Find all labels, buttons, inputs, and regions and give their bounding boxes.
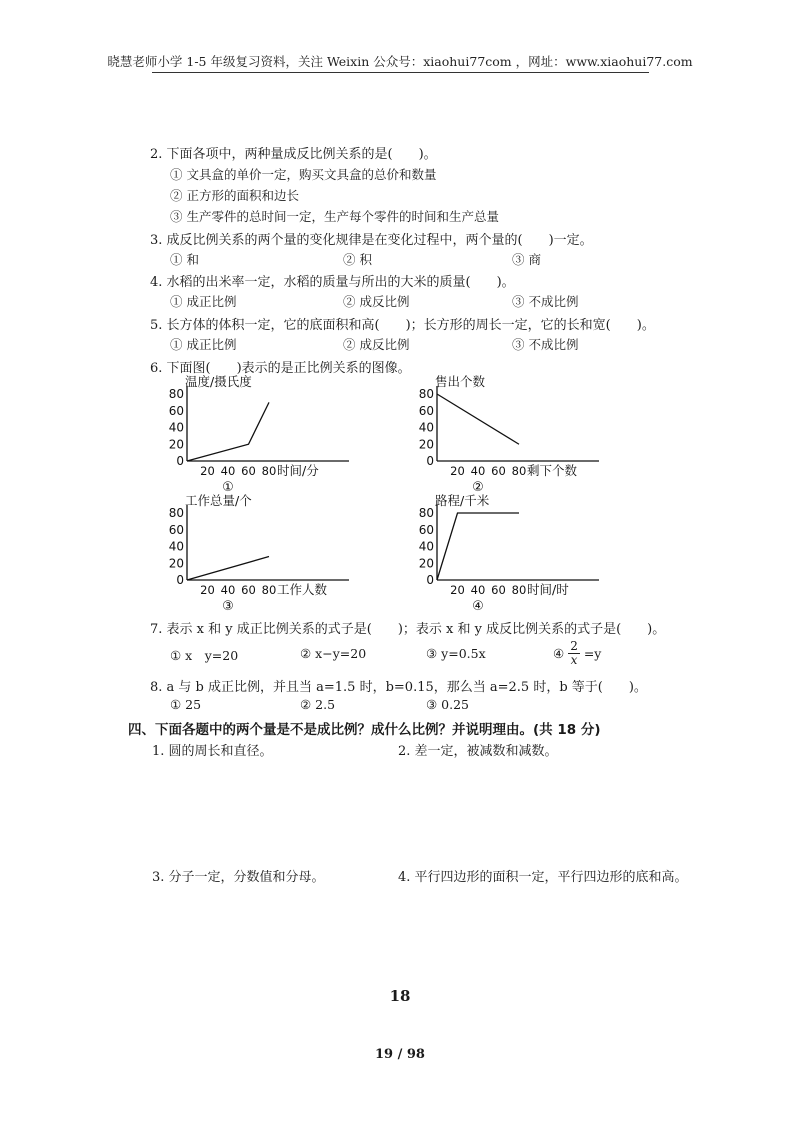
x-tick-label: 40 <box>220 583 236 597</box>
q8-option-2: ② 2.5 <box>300 697 336 712</box>
x-tick-label: 20 <box>450 464 465 478</box>
graph-caption: ② <box>472 480 484 495</box>
q7-fraction-denominator: x <box>570 653 578 667</box>
q8-option-3: ③ 0.25 <box>426 697 470 712</box>
q7-stem: 7. 表示 x 和 y 成正比例关系的式子是( )；表示 x 和 y 成反比例关系的式子是( )。 <box>150 622 666 637</box>
x-tick-label: 20 <box>450 583 465 597</box>
q7-fraction <box>568 640 580 667</box>
y-tick-label: 80 <box>418 506 434 520</box>
header-divider <box>152 72 649 73</box>
y-tick-label: 80 <box>168 387 184 401</box>
x-tick-label: 80 <box>261 464 277 478</box>
graph-line <box>187 557 269 580</box>
document-pager: 19 / 98 <box>375 1047 425 1062</box>
q7-fraction-numerator: 2 <box>570 639 578 653</box>
x-tick-label: 80 <box>511 464 527 478</box>
graph-line <box>437 513 519 580</box>
x-tick-label: 60 <box>241 464 256 478</box>
x-axis-label: 时间/时 <box>527 582 569 597</box>
q2-stem: 2. 下面各项中，两种量成反比例关系的是( )。 <box>150 147 437 162</box>
y-tick-label: 40 <box>418 420 434 435</box>
q2-option-1: ① 文具盒的单价一定，购买文具盒的总价和数量 <box>170 167 437 182</box>
q5-option-3: ③ 不成比例 <box>512 337 579 352</box>
x-tick-label: 60 <box>241 583 256 597</box>
graph-3 <box>160 493 360 615</box>
page-header: 晓慧老师小学 1-5 年级复习资料，关注 Weixin 公众号：xiaohui77com ，网址：www.xiaohui77.com <box>107 54 693 69</box>
y-tick-label: 80 <box>418 387 434 401</box>
q8-option-1: ① 25 <box>170 697 202 712</box>
y-axis-label: 路程/千米 <box>435 493 490 508</box>
x-axis-label: 工作人数 <box>277 582 328 597</box>
y-tick-label: 20 <box>168 556 184 571</box>
q4-stem: 4. 水稻的出米率一定，水稻的质量与所出的大米的质量( )。 <box>150 275 515 290</box>
x-axis-label: 剩下个数 <box>527 463 578 478</box>
graph-2 <box>410 374 610 496</box>
section-4-title: 四、下面各题中的两个量是不是成比例？成什么比例？并说明理由。(共 18 分) <box>128 722 601 738</box>
y-tick-label: 20 <box>168 437 184 452</box>
y-tick-label: 0 <box>426 573 434 587</box>
y-tick-label: 60 <box>418 403 434 418</box>
q7-fraction-tail: =y <box>583 646 602 661</box>
q5-option-2: ② 成反比例 <box>343 337 410 352</box>
q2-option-3: ③ 生产零件的总时间一定，生产每个零件的时间和生产总量 <box>170 209 499 224</box>
q5-option-1: ① 成正比例 <box>170 337 237 352</box>
q3-option-2: ② 积 <box>343 252 372 267</box>
x-tick-label: 60 <box>491 583 506 597</box>
q6-stem: 6. 下面图( )表示的是正比例关系的图像。 <box>150 361 411 376</box>
y-tick-label: 0 <box>176 454 184 468</box>
x-tick-label: 20 <box>200 583 215 597</box>
q3-stem: 3. 成反比例关系的两个量的变化规律是在变化过程中，两个量的( )一定。 <box>150 233 593 248</box>
graph-caption: ④ <box>472 599 484 614</box>
graph-caption: ① <box>222 480 234 495</box>
y-tick-label: 40 <box>168 539 184 554</box>
y-tick-label: 60 <box>418 522 434 537</box>
y-tick-label: 60 <box>168 403 184 418</box>
x-tick-label: 80 <box>261 583 277 597</box>
q4-option-3: ③ 不成比例 <box>512 294 579 309</box>
graph-4 <box>410 493 610 615</box>
y-tick-label: 0 <box>426 454 434 468</box>
x-tick-label: 40 <box>220 464 236 478</box>
q3-option-1: ① 和 <box>170 252 199 267</box>
y-axis-label: 温度/摄氏度 <box>185 374 252 389</box>
graph-1 <box>160 374 360 496</box>
y-tick-label: 40 <box>168 420 184 435</box>
section-4-item-4: 4. 平行四边形的面积一定，平行四边形的底和高。 <box>398 870 688 885</box>
q3-option-3: ③ 商 <box>512 252 541 267</box>
section-4-item-2: 2. 差一定，被减数和减数。 <box>398 744 558 759</box>
x-tick-label: 20 <box>200 464 215 478</box>
y-tick-label: 20 <box>418 437 434 452</box>
graph-line <box>437 394 519 444</box>
section-4-item-1: 1. 圆的周长和直径。 <box>152 744 273 759</box>
y-tick-label: 80 <box>168 506 184 520</box>
y-tick-label: 20 <box>418 556 434 571</box>
q4-option-1: ① 成正比例 <box>170 294 237 309</box>
q7-option-4-label: ④ <box>553 646 565 661</box>
section-4-item-3: 3. 分子一定，分数值和分母。 <box>152 870 325 885</box>
y-axis-label: 售出个数 <box>435 374 486 389</box>
page-number: 18 <box>389 987 411 1005</box>
q2-option-2: ② 正方形的面积和边长 <box>170 188 299 203</box>
x-tick-label: 40 <box>470 464 486 478</box>
x-tick-label: 80 <box>511 583 527 597</box>
graph-line <box>187 402 269 461</box>
q8-stem: 8. a 与 b 成正比例，并且当 a=1.5 时，b=0.15，那么当 a=2.5 时，b 等于( )。 <box>150 680 647 695</box>
q7-option-1: ① x y=20 <box>170 648 239 663</box>
x-tick-label: 40 <box>470 583 486 597</box>
graph-caption: ③ <box>222 599 234 614</box>
x-tick-label: 60 <box>491 464 506 478</box>
q7-option-4 <box>553 640 601 667</box>
y-tick-label: 60 <box>168 522 184 537</box>
x-axis-label: 时间/分 <box>277 463 319 478</box>
q7-option-3: ③ y=0.5x <box>426 646 486 661</box>
q4-option-2: ② 成反比例 <box>343 294 410 309</box>
y-axis-label: 工作总量/个 <box>185 493 252 508</box>
q7-option-2: ② x−y=20 <box>300 646 367 661</box>
y-tick-label: 0 <box>176 573 184 587</box>
q5-stem: 5. 长方体的体积一定，它的底面积和高( )；长方形的周长一定，它的长和宽( )。 <box>150 318 655 333</box>
y-tick-label: 40 <box>418 539 434 554</box>
